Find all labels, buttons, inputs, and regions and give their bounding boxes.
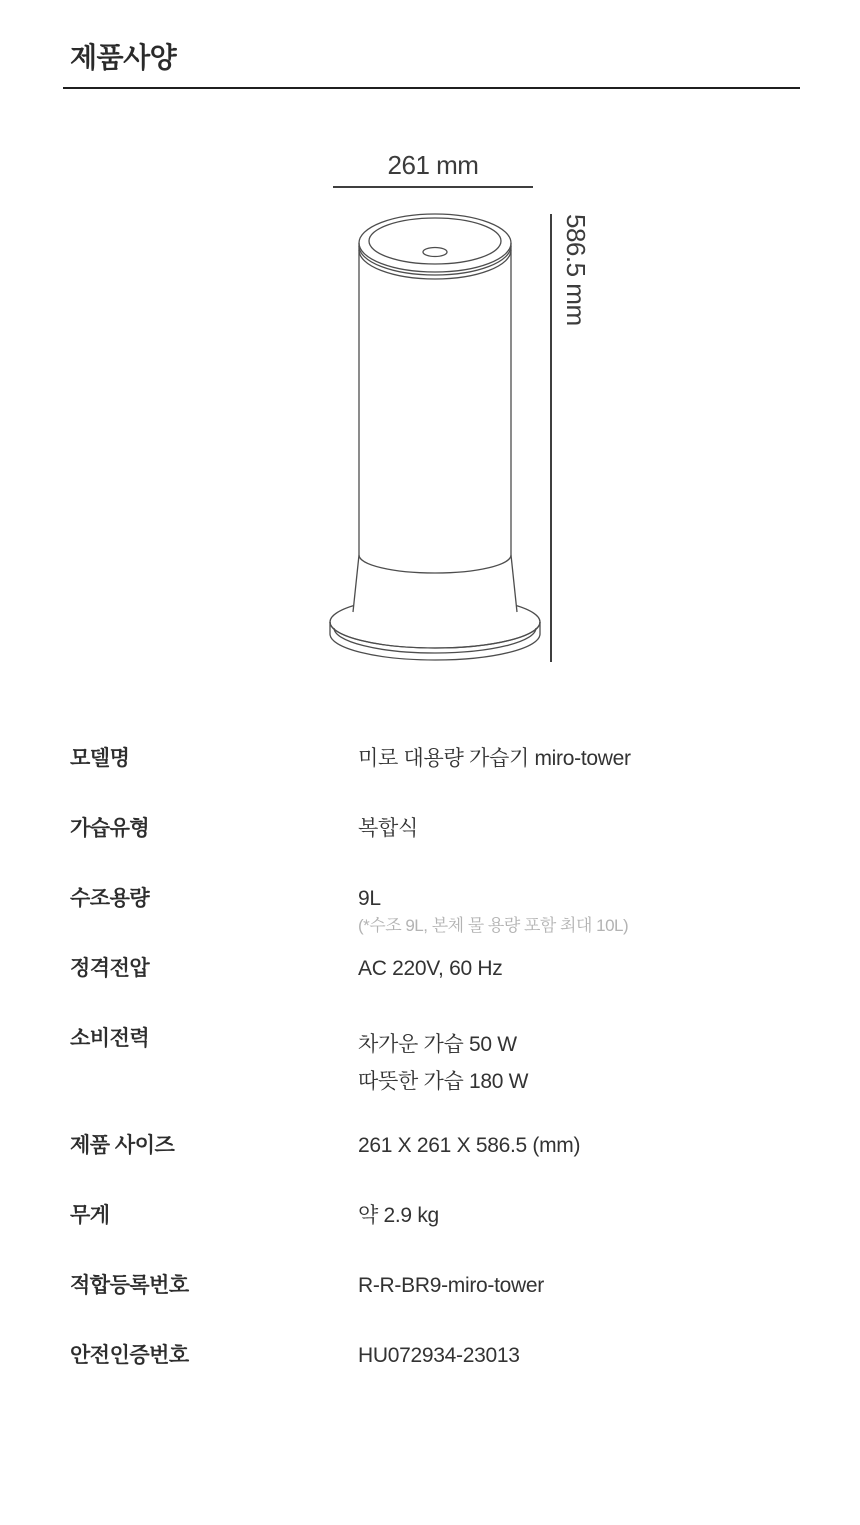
- spec-label: 모델명: [70, 747, 130, 770]
- spec-row-humidification-type: [70, 816, 800, 886]
- spec-label: 무게: [70, 1204, 110, 1227]
- height-dimension-line: [550, 214, 552, 662]
- humidifier-outline-drawing: [320, 200, 560, 670]
- spec-row-model-name: [70, 746, 800, 816]
- spec-label: 제품 사이즈: [70, 1134, 175, 1157]
- spec-value: 261 X 261 X 586.5 (mm): [358, 1134, 581, 1157]
- page-title: 제품사양: [70, 42, 177, 73]
- spec-value-main: 9L: [358, 887, 381, 910]
- title-underline: [63, 87, 800, 89]
- spec-value: 복합식: [358, 817, 418, 840]
- spec-row-safety-certification-number: [70, 1343, 800, 1369]
- spec-value: HU072934-23013: [358, 1344, 520, 1367]
- spec-value: 약 2.9 kg: [358, 1204, 439, 1227]
- spec-label: 수조용량: [70, 887, 150, 910]
- spec-value: [358, 886, 628, 937]
- spec-label: 적합등록번호: [70, 1274, 189, 1297]
- spec-row-conformity-registration-number: [70, 1273, 800, 1343]
- spec-row-power-consumption: [70, 1026, 800, 1133]
- spec-value: AC 220V, 60 Hz: [358, 957, 503, 980]
- spec-value: R-R-BR9-miro-tower: [358, 1274, 544, 1297]
- spec-label: 가습유형: [70, 817, 150, 840]
- spec-value-note: (*수조 9L, 본체 물 용량 포함 최대 10L): [358, 916, 629, 935]
- spec-row-tank-capacity: [70, 886, 800, 956]
- spec-value: 미로 대용량 가습기 miro-tower: [358, 747, 631, 770]
- height-dimension-label: 586.5 mm: [561, 214, 591, 326]
- spec-value: [358, 1026, 528, 1100]
- spec-table: [70, 746, 800, 1369]
- width-dimension-line: [333, 186, 533, 188]
- spec-row-rated-voltage: [70, 956, 800, 1026]
- spec-value-line1: 차가운 가습 50 W: [358, 1033, 517, 1056]
- spec-value-line2: 따뜻한 가습 180 W: [358, 1070, 529, 1093]
- spec-row-product-size: [70, 1133, 800, 1203]
- spec-row-weight: [70, 1203, 800, 1273]
- spec-label: 소비전력: [70, 1027, 150, 1050]
- spec-label: 정격전압: [70, 957, 150, 980]
- width-dimension-label: 261 mm: [387, 150, 479, 180]
- spec-label: 안전인증번호: [70, 1344, 189, 1367]
